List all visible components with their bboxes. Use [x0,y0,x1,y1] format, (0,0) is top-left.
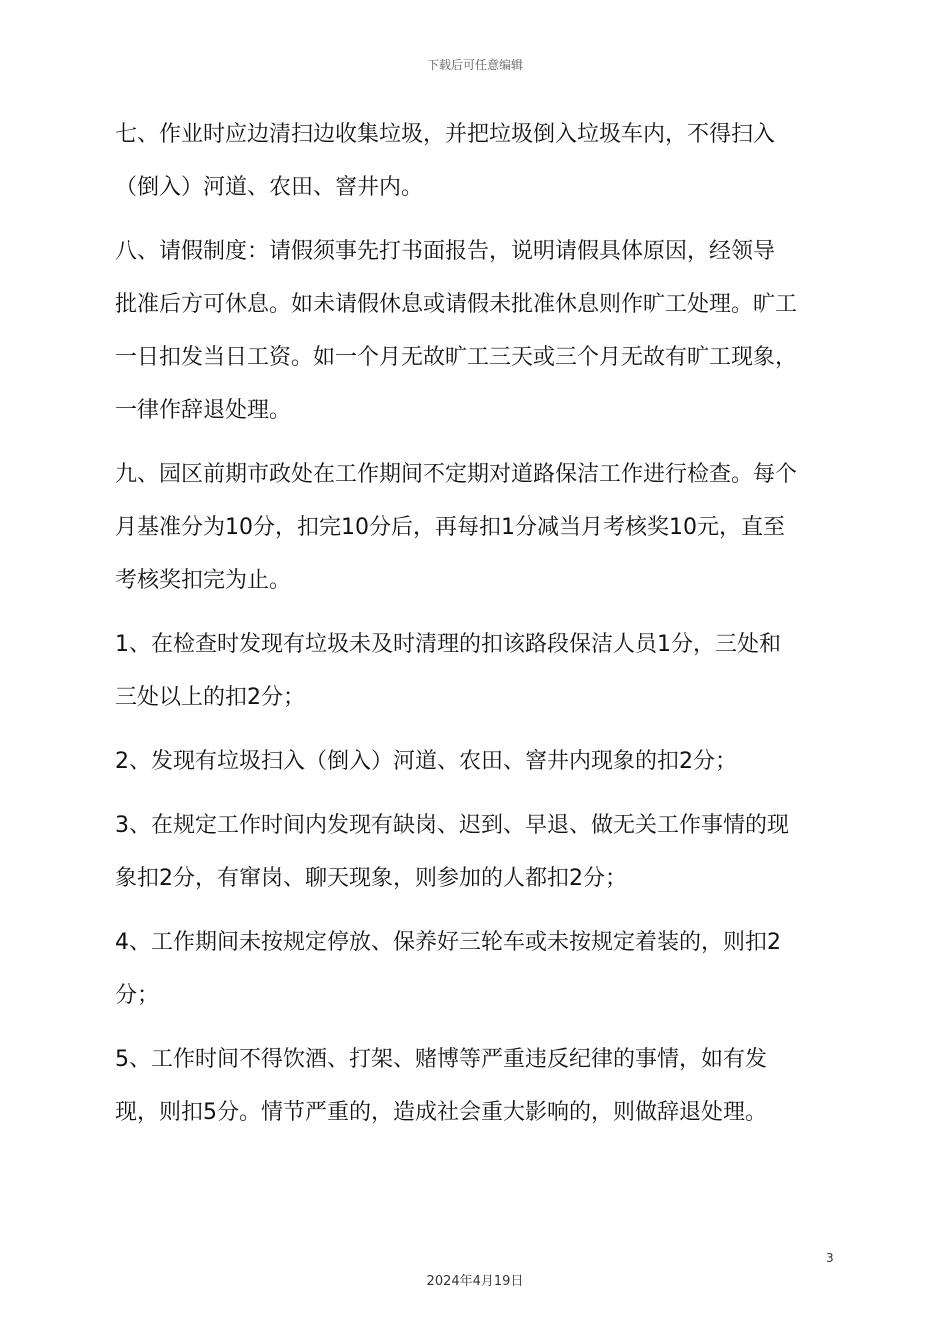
document-body [115,108,835,1150]
paragraph-section-9 [115,448,835,607]
page-number: 3 [826,1251,834,1265]
text-line: 1、在检查时发现有垃圾未及时清理的扣该路段保洁人员1分，三处和 [115,632,781,657]
text-line: 一律作辞退处理。 [115,398,292,423]
text-line: 八、请假制度：请假须事先打书面报告，说明请假具体原因，经领导 [115,239,776,264]
paragraph-item-4 [115,916,835,1022]
text-line: 批准后方可休息。如未请假休息或请假未批准休息则作旷工处理。旷工 [115,292,798,317]
paragraph-item-5 [115,1033,835,1139]
text-line: 月基准分为10分，扣完10分后，再每扣1分减当月考核奖10元，直至 [115,515,785,540]
page-header: 下载后可任意编辑 [426,58,523,72]
paragraph-section-7 [115,108,835,214]
text-line: （倒入）河道、农田、窨井内。 [115,175,424,200]
text-line: 三处以上的扣2分； [115,685,305,710]
text-line: 象扣2分，有窜岗、聊天现象，则参加的人都扣2分； [115,866,627,891]
text-line: 七、作业时应边清扫边收集垃圾，并把垃圾倒入垃圾车内，不得扫入 [115,122,776,147]
text-line: 3、在规定工作时间内发现有缺岗、迟到、早退、做无关工作事情的现 [115,813,789,838]
paragraph-item-2 [115,735,835,788]
paragraph-item-1 [115,618,835,724]
footer-date: 2024年4月19日 [426,1274,524,1289]
text-line: 考核奖扣完为止。 [115,568,292,593]
text-line: 2、发现有垃圾扫入（倒入）河道、农田、窨井内现象的扣2分； [115,749,737,774]
paragraph-item-3 [115,799,835,905]
text-line: 4、工作期间未按规定停放、保养好三轮车或未按规定着装的，则扣2 [115,930,781,955]
text-line: 现，则扣5分。情节严重的，造成社会重大影响的，则做辞退处理。 [115,1100,767,1125]
text-line: 九、园区前期市政处在工作期间不定期对道路保洁工作进行检查。每个 [115,462,798,487]
text-line: 分； [115,983,160,1008]
paragraph-section-8 [115,225,835,437]
text-line: 5、工作时间不得饮酒、打架、赌博等严重违反纪律的事情，如有发 [115,1047,767,1072]
text-line: 一日扣发当日工资。如一个月无故旷工三天或三个月无故有旷工现象， [115,345,798,370]
